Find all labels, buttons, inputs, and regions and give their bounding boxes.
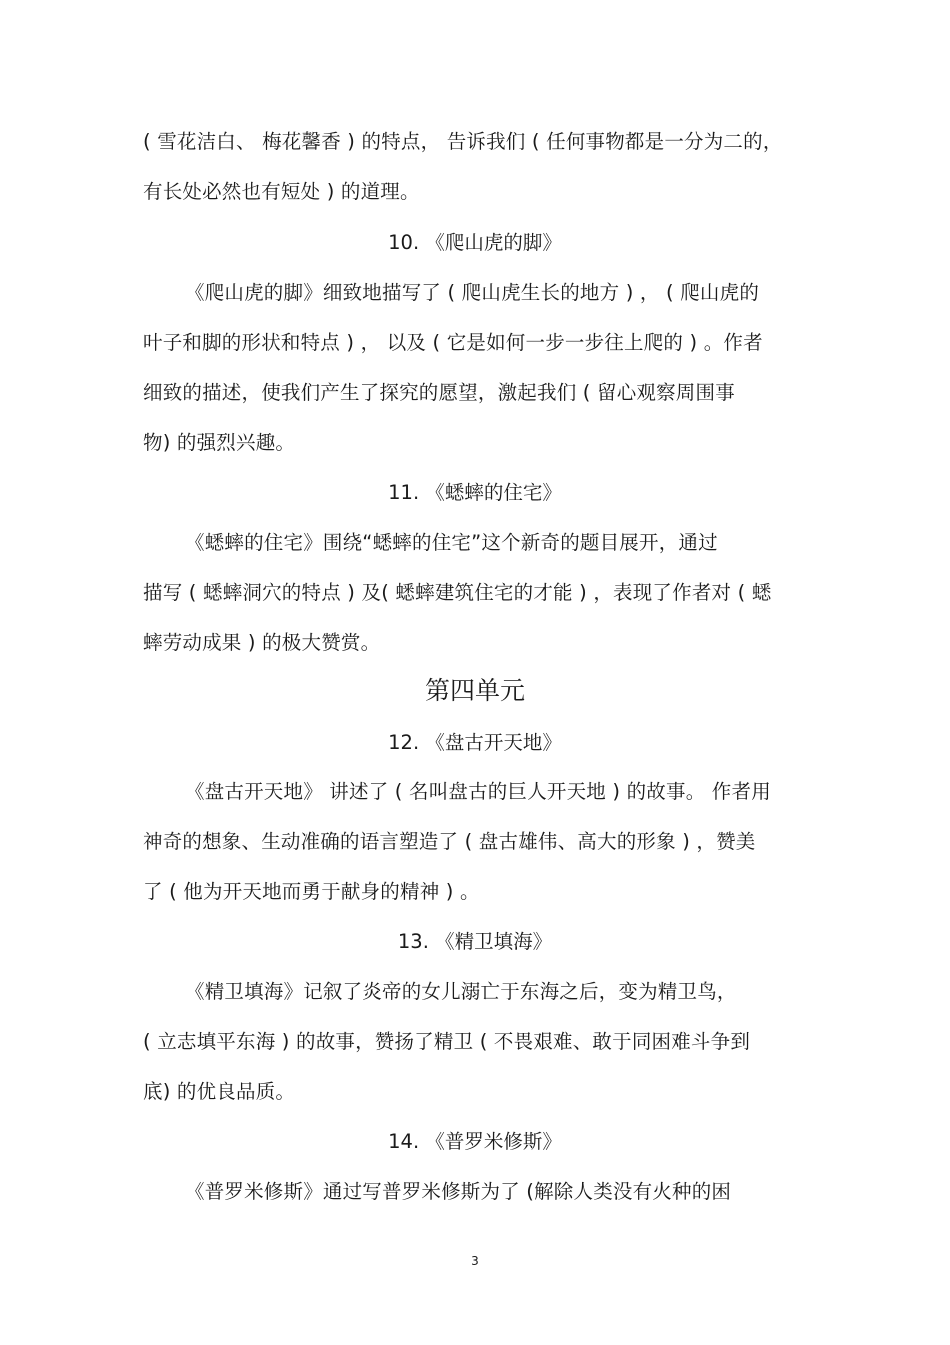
text-line: 《爬山虎的脚》细致地描写了 ( 爬山虎生长的地方 ) ， ( 爬山虎的 xyxy=(185,281,760,304)
text-line: ( 立志填平东海 ) 的故事，赞扬了精卫 ( 不畏艰难、敢于同困难斗争到 xyxy=(143,1030,751,1053)
text-line: 《普罗米修斯》通过写普罗米修斯为了 (解除人类没有火种的困 xyxy=(185,1180,732,1203)
unit-title: 第四单元 xyxy=(424,676,525,705)
lesson-heading: 11. 《蟋蟀的住宅》 xyxy=(388,481,562,504)
text-line: 叶子和脚的形状和特点 ) ， 以及 ( 它是如何一步一步往上爬的 ) 。作者 xyxy=(143,331,763,354)
lesson-heading: 14. 《普罗米修斯》 xyxy=(388,1130,562,1153)
lesson-heading: 13. 《精卫填海》 xyxy=(397,930,553,953)
text-line: ( 雪花洁白、 梅花馨香 ) 的特点， 告诉我们 ( 任何事物都是一分为二的， xyxy=(143,130,783,153)
text-line: 底) 的优良品质。 xyxy=(143,1080,296,1103)
text-line: 有长处必然也有短处 ) 的道理。 xyxy=(143,180,420,203)
text-line: 细致的描述，使我们产生了探究的愿望，激起我们 ( 留心观察周围事 xyxy=(143,381,735,404)
text-line: 《精卫填海》记叙了炎帝的女儿溺亡于东海之后，变为精卫鸟， xyxy=(185,980,737,1003)
text-line: 《蟋蟀的住宅》围绕“蟋蟀的住宅”这个新奇的题目展开，通过 xyxy=(185,531,718,554)
text-line: 神奇的想象、生动准确的语言塑造了 ( 盘古雄伟、高大的形象 ) ，赞美 xyxy=(143,830,756,853)
text-line: 蟀劳动成果 ) 的极大赞赏。 xyxy=(143,631,381,654)
text-line: 物) 的强烈兴趣。 xyxy=(143,431,296,454)
text-line: 《盘古开天地》 讲述了 ( 名叫盘古的巨人开天地 ) 的故事。 作者用 xyxy=(185,780,771,803)
text-line: 了 ( 他为开天地而勇于献身的精神 ) 。 xyxy=(143,880,480,903)
text-line: 描写 ( 蟋蟀洞穴的特点 ) 及( 蟋蟀建筑住宅的才能 ) ，表现了作者对 ( 蟋 xyxy=(143,581,772,604)
page-number: 3 xyxy=(471,1254,479,1268)
lesson-heading: 12. 《盘古开天地》 xyxy=(388,731,562,754)
lesson-heading: 10. 《爬山虎的脚》 xyxy=(388,231,562,254)
